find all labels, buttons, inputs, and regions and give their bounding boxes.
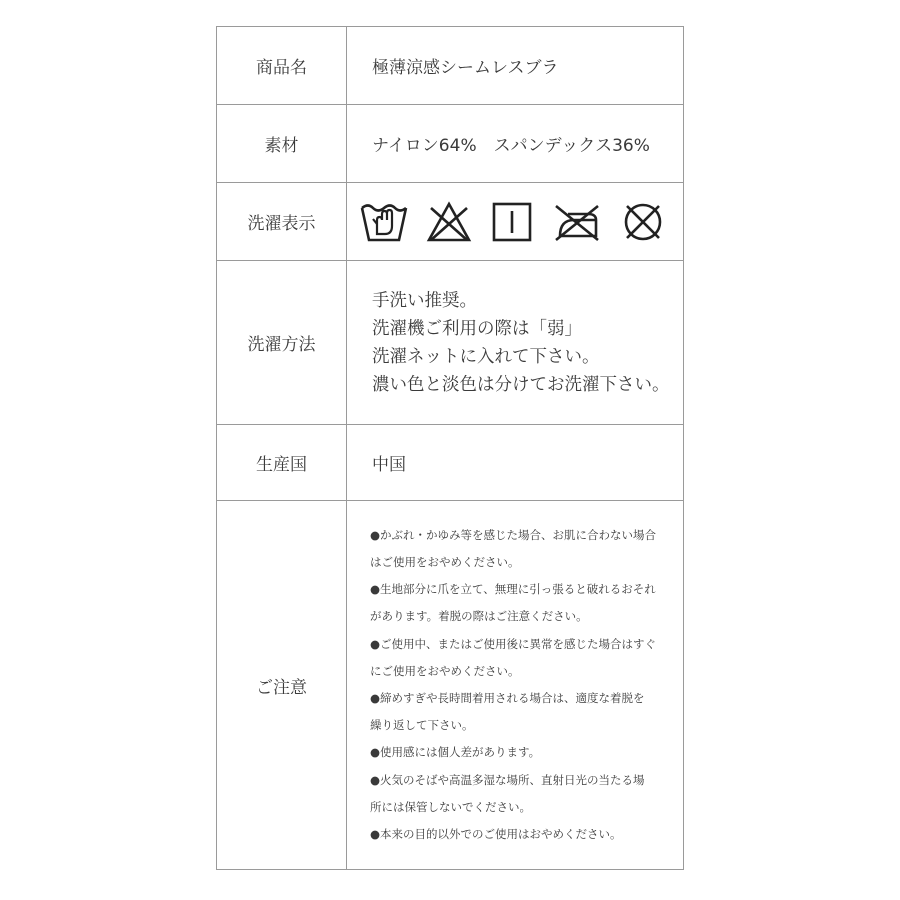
caution-line: ●使用感には個人差があります。	[370, 745, 541, 760]
row-origin	[217, 425, 683, 501]
caution-label: ご注意	[217, 501, 347, 869]
row-wash-display	[217, 183, 683, 261]
product-label: 商品名	[217, 27, 347, 104]
caution-line: にご使用をおやめください。	[370, 663, 520, 678]
tumble-dry-icon	[490, 200, 534, 244]
row-caution	[217, 501, 683, 869]
material-value: ナイロン64% スパンデックス36%	[372, 136, 650, 156]
wash-method-line: 洗濯ネットに入れて下さい。	[372, 346, 600, 367]
wash-method-line: 濃い色と淡色は分けてお洗濯下さい。	[372, 374, 670, 395]
wash-method-line: 洗濯機ご利用の際は「弱」	[372, 318, 582, 339]
hand-wash-icon	[360, 200, 408, 244]
row-material	[217, 105, 683, 183]
caution-line: 所には保管しないでください。	[370, 799, 531, 814]
caution-line: があります。着脱の際はご注意ください。	[370, 609, 588, 624]
caution-line: 繰り返して下さい。	[370, 718, 474, 733]
no-bleach-icon	[426, 200, 472, 244]
caution-line: はご使用をおやめください。	[370, 554, 520, 569]
wash-method-line: 手洗い推奨。	[372, 290, 477, 311]
wash-method-label: 洗濯方法	[217, 261, 347, 424]
origin-value: 中国	[372, 455, 406, 475]
spec-table	[216, 26, 684, 870]
wash-icons	[348, 183, 683, 260]
no-iron-icon	[552, 200, 602, 244]
wash-method-value	[348, 261, 683, 424]
row-wash-method	[217, 261, 683, 425]
no-dry-clean-icon	[620, 200, 666, 244]
caution-line: ●ご使用中、またはご使用後に異常を感じた場合はすぐ	[370, 636, 657, 651]
caution-line: ●かぶれ・かゆみ等を感じた場合、お肌に合わない場合	[370, 527, 657, 542]
material-label: 素材	[217, 105, 347, 182]
wash-display-label: 洗濯表示	[217, 183, 347, 260]
product-value: 極薄涼感シームレスブラ	[372, 58, 559, 78]
caution-line: ●本来の目的以外でのご使用はおやめください。	[370, 827, 622, 842]
caution-line: ●締めすぎや長時間着用される場合は、適度な着脱を	[370, 691, 645, 705]
caution-line: ●生地部分に爪を立て、無理に引っ張ると破れるおそれ	[370, 582, 656, 597]
origin-label: 生産国	[217, 425, 347, 500]
caution-value	[348, 501, 683, 869]
row-product	[217, 27, 683, 105]
caution-line: ●火気のそばや高温多湿な場所、直射日光の当たる場	[370, 772, 645, 787]
